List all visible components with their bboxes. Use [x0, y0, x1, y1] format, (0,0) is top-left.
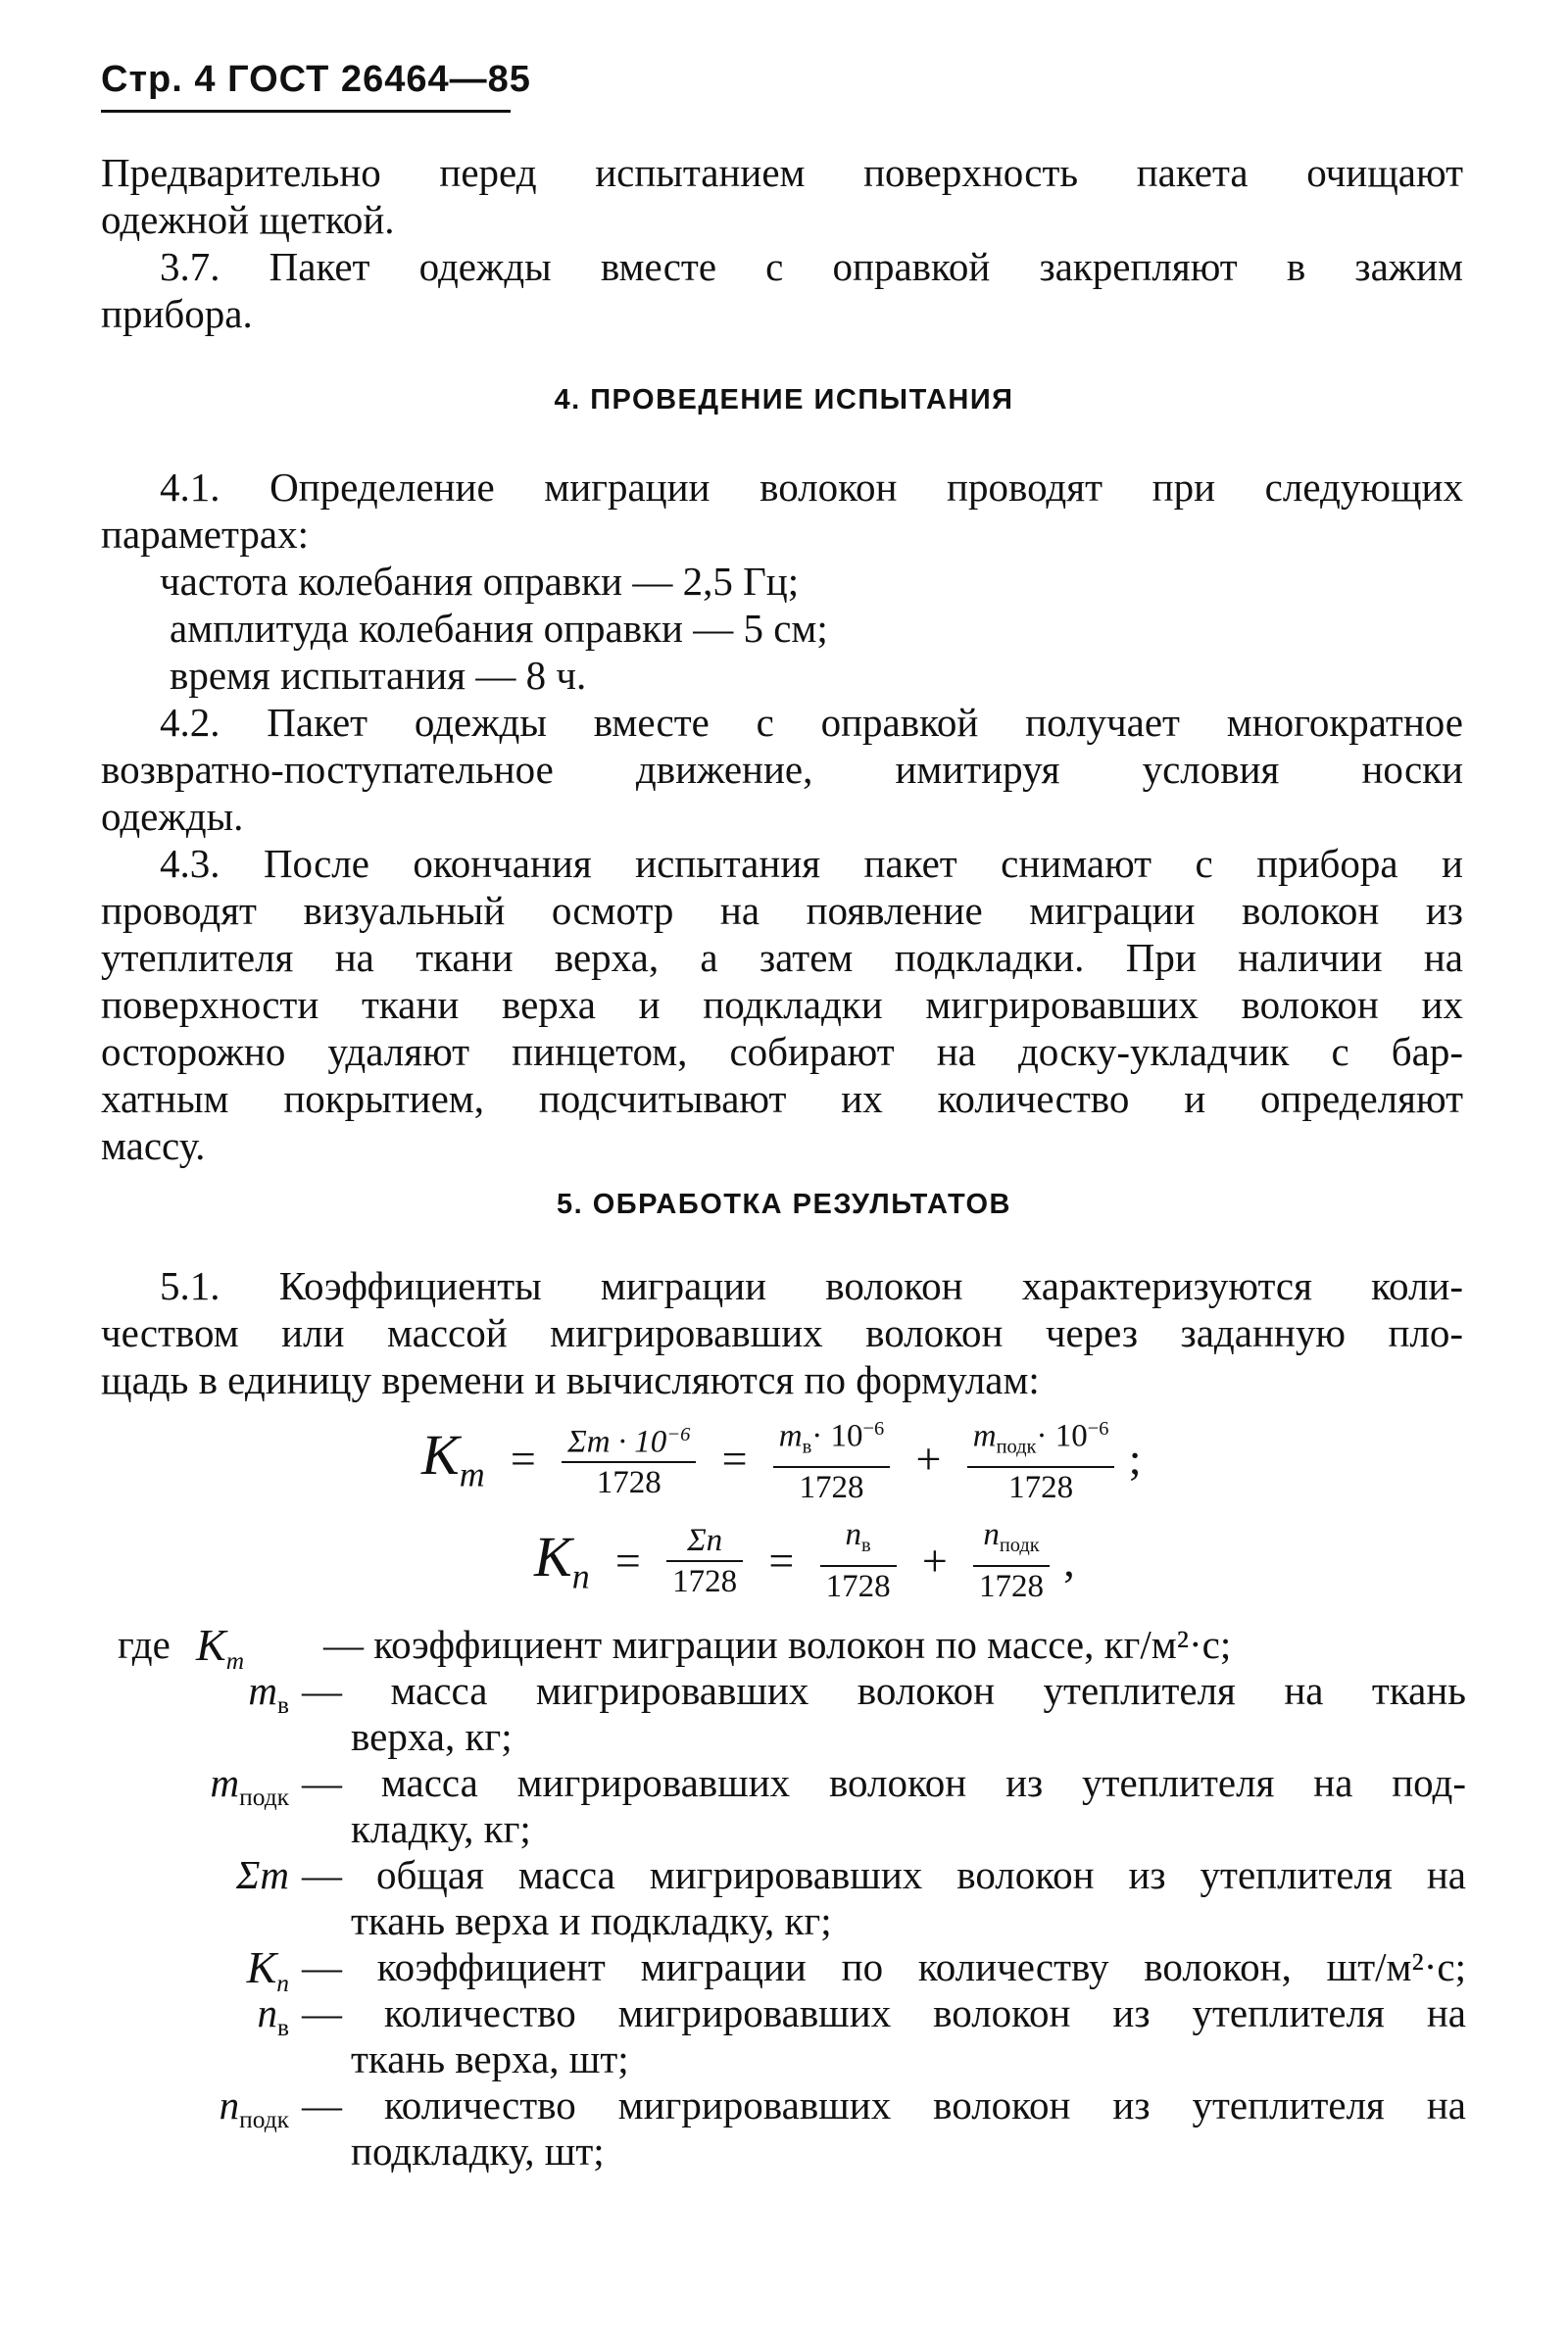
text-line: массу.: [101, 1123, 206, 1168]
text-line: 4.1. Определение миграции волокон проводят при следующих: [160, 465, 1463, 510]
fraction-m-v: $\frac{m_в\cdot 10^{-6}}{1728}$: [773, 1411, 891, 1505]
param-line: амплитуда колебания оправки — 5 см;: [170, 606, 828, 651]
text-line: 4.3. После окончания испытания пакет снимают с прибора и: [160, 841, 1463, 886]
text-line: Предварительно перед испытанием поверхность пакета очищают: [101, 150, 1463, 195]
text-line: 4.2. Пакет одежды вместе с оправкой получает многократное: [160, 700, 1463, 745]
fraction-n-v: $\frac{n_в}{1728}$: [820, 1517, 897, 1604]
equals-sign: =: [721, 1433, 748, 1484]
def-text-cont: ткань верха и подкладку, кг;: [351, 1898, 832, 1943]
text-line: одежной щеткой.: [101, 197, 395, 242]
text-line: хатным покрытием, подсчитывают их количество и определяют: [101, 1076, 1463, 1121]
def-text: — масса мигрировавших волокон из утеплителя на под-: [302, 1760, 1466, 1805]
def-symbol: $K_m$: [196, 1620, 245, 1675]
def-text: — масса мигрировавших волокон утеплителя на ткань: [302, 1668, 1466, 1713]
text-line: одежды.: [101, 794, 244, 839]
section-4-body: [101, 464, 1463, 1169]
equals-sign: =: [768, 1536, 795, 1587]
km-symbol: $K_m$: [421, 1422, 485, 1494]
def-text: — количество мигрировавших волокон из утеплителя на: [302, 1990, 1466, 2035]
section-5-title: 5. ОБРАБОТКА РЕЗУЛЬТАТОВ: [556, 1189, 1012, 1220]
text-line: проводят визуальный осмотр на появление миграции волокон из: [101, 888, 1463, 933]
def-symbol: $m_{подк}$: [210, 1760, 289, 1811]
intro-paragraph: [101, 149, 1463, 337]
text-line: утеплителя на ткани верха, а затем подкладки. При наличии на: [101, 935, 1463, 980]
def-symbol: $n_в$: [257, 1990, 289, 2041]
def-symbol: $K_n$: [246, 1942, 289, 1997]
def-symbol: $n_{подк}$: [219, 2082, 289, 2133]
comma: ,: [1063, 1536, 1075, 1587]
text-line: поверхности ткани верха и подкладки мигрировавших волокон их: [101, 982, 1463, 1027]
def-text: — общая масса мигрировавших волокон из утеплителя на: [302, 1852, 1466, 1897]
text-line: щадь в единицу времени и вычисляются по формулам:: [101, 1357, 1040, 1402]
formula-kn: [534, 1517, 1091, 1604]
text-line: 3.7. Пакет одежды вместе с оправкой закрепляют в зажим: [160, 244, 1463, 289]
text-line: возвратно-поступательное движение, имитируя условия носки: [101, 747, 1463, 792]
text-line: осторожно удаляют пинцетом, собирают на доску-укладчик с бар-: [101, 1029, 1463, 1074]
formula-km: [421, 1411, 1157, 1505]
semicolon: ;: [1128, 1433, 1142, 1484]
def-text: — коэффициент миграции по количеству волокон, шт/м²·с;: [302, 1944, 1466, 1989]
header-underline: [101, 110, 511, 113]
def-text-cont: подкладку, шт;: [351, 2128, 605, 2174]
text-line: чеством или массой мигрировавших волокон через заданную пло-: [101, 1310, 1463, 1355]
plus-sign: +: [921, 1536, 948, 1587]
equals-sign: =: [614, 1536, 641, 1587]
plus-sign: +: [915, 1433, 942, 1484]
section-4-title: 4. ПРОВЕДЕНИЕ ИСПЫТАНИЯ: [554, 384, 1014, 416]
def-text: — количество мигрировавших волокон из утеплителя на: [302, 2082, 1466, 2128]
fraction-n-podk: $\frac{n_{подк}}{1728}$: [973, 1517, 1050, 1604]
where-word: где: [118, 1622, 171, 1667]
def-text-cont: ткань верха, шт;: [351, 2036, 629, 2081]
equals-sign: =: [510, 1433, 536, 1484]
def-text-cont: верха, кг;: [351, 1714, 513, 1759]
def-text: — коэффициент миграции волокон по массе, кг/м²·с;: [323, 1622, 1232, 1667]
param-line: время испытания — 8 ч.: [170, 653, 587, 698]
param-line: частота колебания оправки — 2,5 Гц;: [160, 559, 800, 604]
fraction-sum-m: $\frac{\Sigma m \cdot 10^{-6}}{1728}$: [562, 1417, 696, 1500]
page-header: Стр. 4 ГОСТ 26464—85: [101, 59, 531, 100]
fraction-m-podk: $\frac{m_{подк}\cdot 10^{-6}}{1728}$: [967, 1411, 1115, 1505]
text-line: 5.1. Коэффициенты миграции волокон характеризуются коли-: [160, 1263, 1463, 1308]
kn-symbol: $K_n$: [534, 1525, 590, 1596]
section-5-body: [101, 1262, 1463, 1403]
text-line: прибора.: [101, 291, 253, 336]
def-symbol: Σm: [236, 1852, 289, 1897]
text-line: параметрах:: [101, 512, 309, 557]
fraction-sum-n: $\frac{\Sigma n}{1728}$: [666, 1523, 743, 1599]
def-text-cont: кладку, кг;: [351, 1806, 531, 1851]
def-symbol: $m_в$: [248, 1668, 289, 1719]
